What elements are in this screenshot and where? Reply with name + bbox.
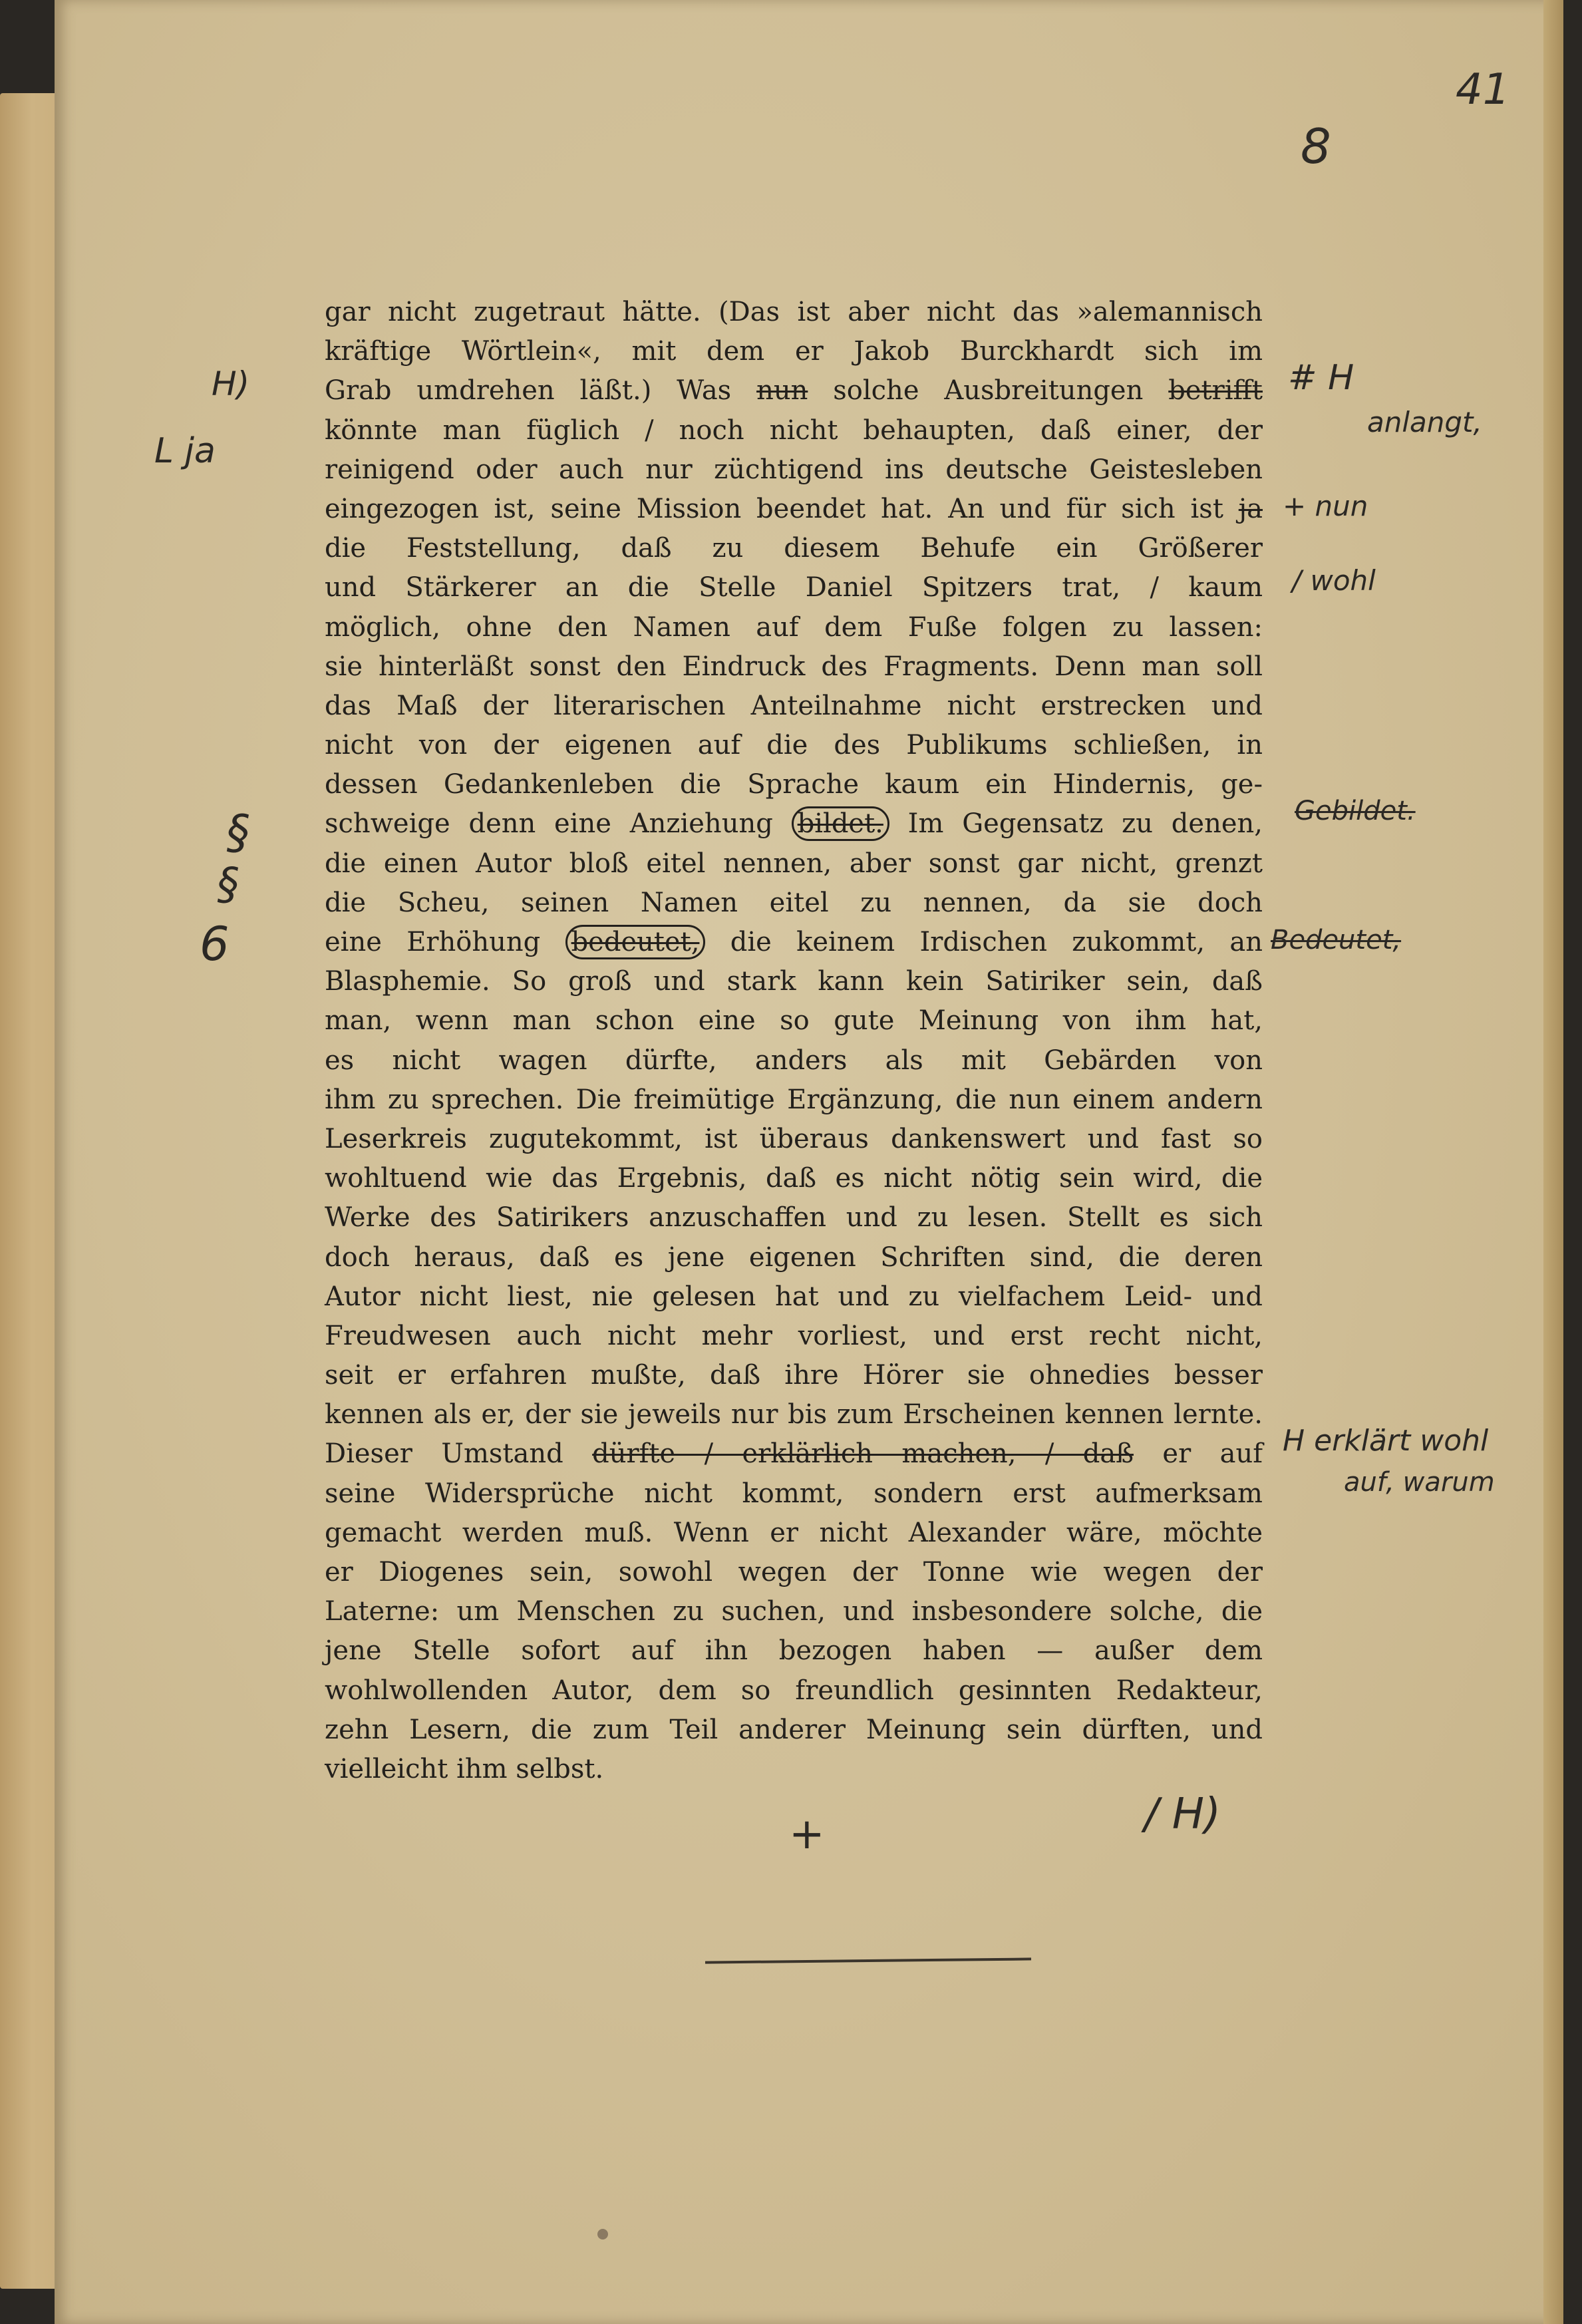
text-line: dessen Gedankenleben die Sprache kaum ein Hindernis, ge- <box>325 769 1263 800</box>
margin-note-left-1: H) <box>212 365 250 403</box>
text-line: ihm zu sprechen. Die freimütige Ergänzung, die nun einem andern <box>325 1084 1263 1115</box>
text-line: zehn Lesern, die zum Teil anderer Meinung sein dürften, und <box>325 1714 1263 1745</box>
text-line: die Scheu, seinen Namen eitel zu nennen, da sie doch <box>325 887 1263 918</box>
text-line: vielleicht ihm selbst. <box>325 1753 604 1784</box>
margin-note-right-7: H erklärt wohl <box>1283 1424 1489 1458</box>
text-line: Blasphemie. So groß und stark kann kein Satiriker sein, daß <box>325 966 1263 997</box>
struck-word: dürfte / erklärlich machen, / daß <box>592 1438 1134 1470</box>
struck-word: ja <box>1238 493 1263 524</box>
margin-note-right-8: auf, warum <box>1344 1467 1495 1498</box>
text-line: Grab umdrehen läßt.) Was nun solche Ausbreitungen betrifft <box>325 375 1263 407</box>
text-line: jene Stelle sofort auf ihn bezogen haben — außer dem <box>325 1635 1263 1667</box>
page-edge <box>1543 0 1563 2324</box>
text-line: die einen Autor bloß eitel nennen, aber sonst gar nicht, grenzt <box>325 848 1263 879</box>
struck-word: nun <box>756 375 808 407</box>
punch-mark <box>597 2229 608 2240</box>
text-line: es nicht wagen dürfte, anders als mit Gebärden von <box>325 1045 1263 1076</box>
text-line: Dieser Umstand dürfte / erklärlich machen, / daß er auf <box>325 1438 1263 1470</box>
text-line: wohltuend wie das Ergebnis, daß es nicht nötig sein wird, die <box>325 1163 1263 1194</box>
margin-note-right-6: Bedeutet, <box>1271 925 1402 955</box>
margin-note-right-5: Gebildet. <box>1295 796 1416 826</box>
text-line: schweige denn eine Anziehung bildet. Im Gegensatz zu denen, <box>325 804 1263 844</box>
text-line: reinigend oder auch nur züchtigend ins deutsche Geistesleben <box>325 454 1263 485</box>
text-line: und Stärkerer an die Stelle Daniel Spitzers trat, / kaum <box>325 572 1263 603</box>
text-line: gar nicht zugetraut hätte. (Das ist aber nicht das »alemannisch <box>325 297 1263 327</box>
margin-note-bottom-2: / H) <box>1144 1790 1221 1839</box>
text-line: seine Widersprüche nicht kommt, sondern erst aufmerksam <box>325 1478 1263 1509</box>
handwritten-page-mark: 8 <box>1301 118 1331 174</box>
text-line: Laterne: um Menschen zu suchen, und insbesondere solche, die <box>325 1596 1263 1627</box>
margin-note-left-4: § <box>217 858 239 910</box>
text-line: seit er erfahren mußte, daß ihre Hörer sie ohnedies besser <box>325 1360 1263 1391</box>
text-line: doch heraus, daß es jene eigenen Schriften sind, die deren <box>325 1242 1263 1273</box>
body-text <box>325 293 1263 1789</box>
text-line: kennen als er, der sie jeweils nur bis zum Erscheinen kennen lernte. <box>325 1399 1263 1430</box>
text-line: nicht von der eigenen auf die des Publikums schließen, in <box>325 730 1263 761</box>
folio-number: 41 <box>1456 65 1510 114</box>
text-line: kräftige Wörtlein«, mit dem er Jakob Burckhardt sich im <box>325 336 1263 367</box>
struck-word: bildet. <box>792 806 889 841</box>
margin-note-bottom-1: + <box>789 1810 825 1859</box>
text-line: er Diogenes sein, sowohl wegen der Tonne wie wegen der <box>325 1557 1263 1587</box>
text-line: Autor nicht liest, nie gelesen hat und zu vielfachem Leid- und <box>325 1281 1263 1312</box>
margin-note-left-2: L ja <box>154 431 216 471</box>
text-line: könnte man füglich / noch nicht behaupten, daß einer, der <box>325 415 1263 446</box>
margin-note-right-1: # H <box>1288 358 1354 398</box>
margin-note-left-3: § <box>226 805 249 860</box>
text-line: Freudwesen auch nicht mehr vorliest, und erst recht nicht, <box>325 1320 1263 1351</box>
text-line: die Feststellung, daß zu diesem Behufe ein Größerer <box>325 533 1263 564</box>
text-line: wohlwollenden Autor, dem so freundlich gesinnten Redakteur, <box>325 1675 1263 1706</box>
text-line: sie hinterläßt sonst den Eindruck des Fragments. Denn man soll <box>325 651 1263 682</box>
text-line: gemacht werden muß. Wenn er nicht Alexander wäre, möchte <box>325 1517 1263 1548</box>
margin-note-right-2: anlangt, <box>1367 406 1482 438</box>
text-line: eine Erhöhung bedeutet, die keinem Irdischen zukommt, an <box>325 923 1263 962</box>
text-line: Leserkreis zugutekommt, ist überaus dankenswert und fast so <box>325 1123 1263 1154</box>
struck-word: betrifft <box>1168 375 1263 407</box>
text-line: man, wenn man schon eine so gute Meinung von ihm hat, <box>325 1005 1263 1037</box>
struck-word: bedeutet, <box>565 925 706 959</box>
margin-note-right-4: / wohl <box>1292 564 1376 597</box>
text-line: möglich, ohne den Namen auf dem Fuße folgen zu lassen: <box>325 611 1263 643</box>
margin-note-right-3: + nun <box>1283 490 1368 522</box>
text-line: das Maß der literarischen Anteilnahme nicht erstrecken und <box>325 690 1263 721</box>
text-line: eingezogen ist, seine Mission beendet hat. An und für sich ist ja <box>325 493 1263 524</box>
text-line: Werke des Satirikers anzuschaffen und zu lesen. Stellt es sich <box>325 1202 1263 1234</box>
margin-note-left-5: 6 <box>200 917 230 971</box>
